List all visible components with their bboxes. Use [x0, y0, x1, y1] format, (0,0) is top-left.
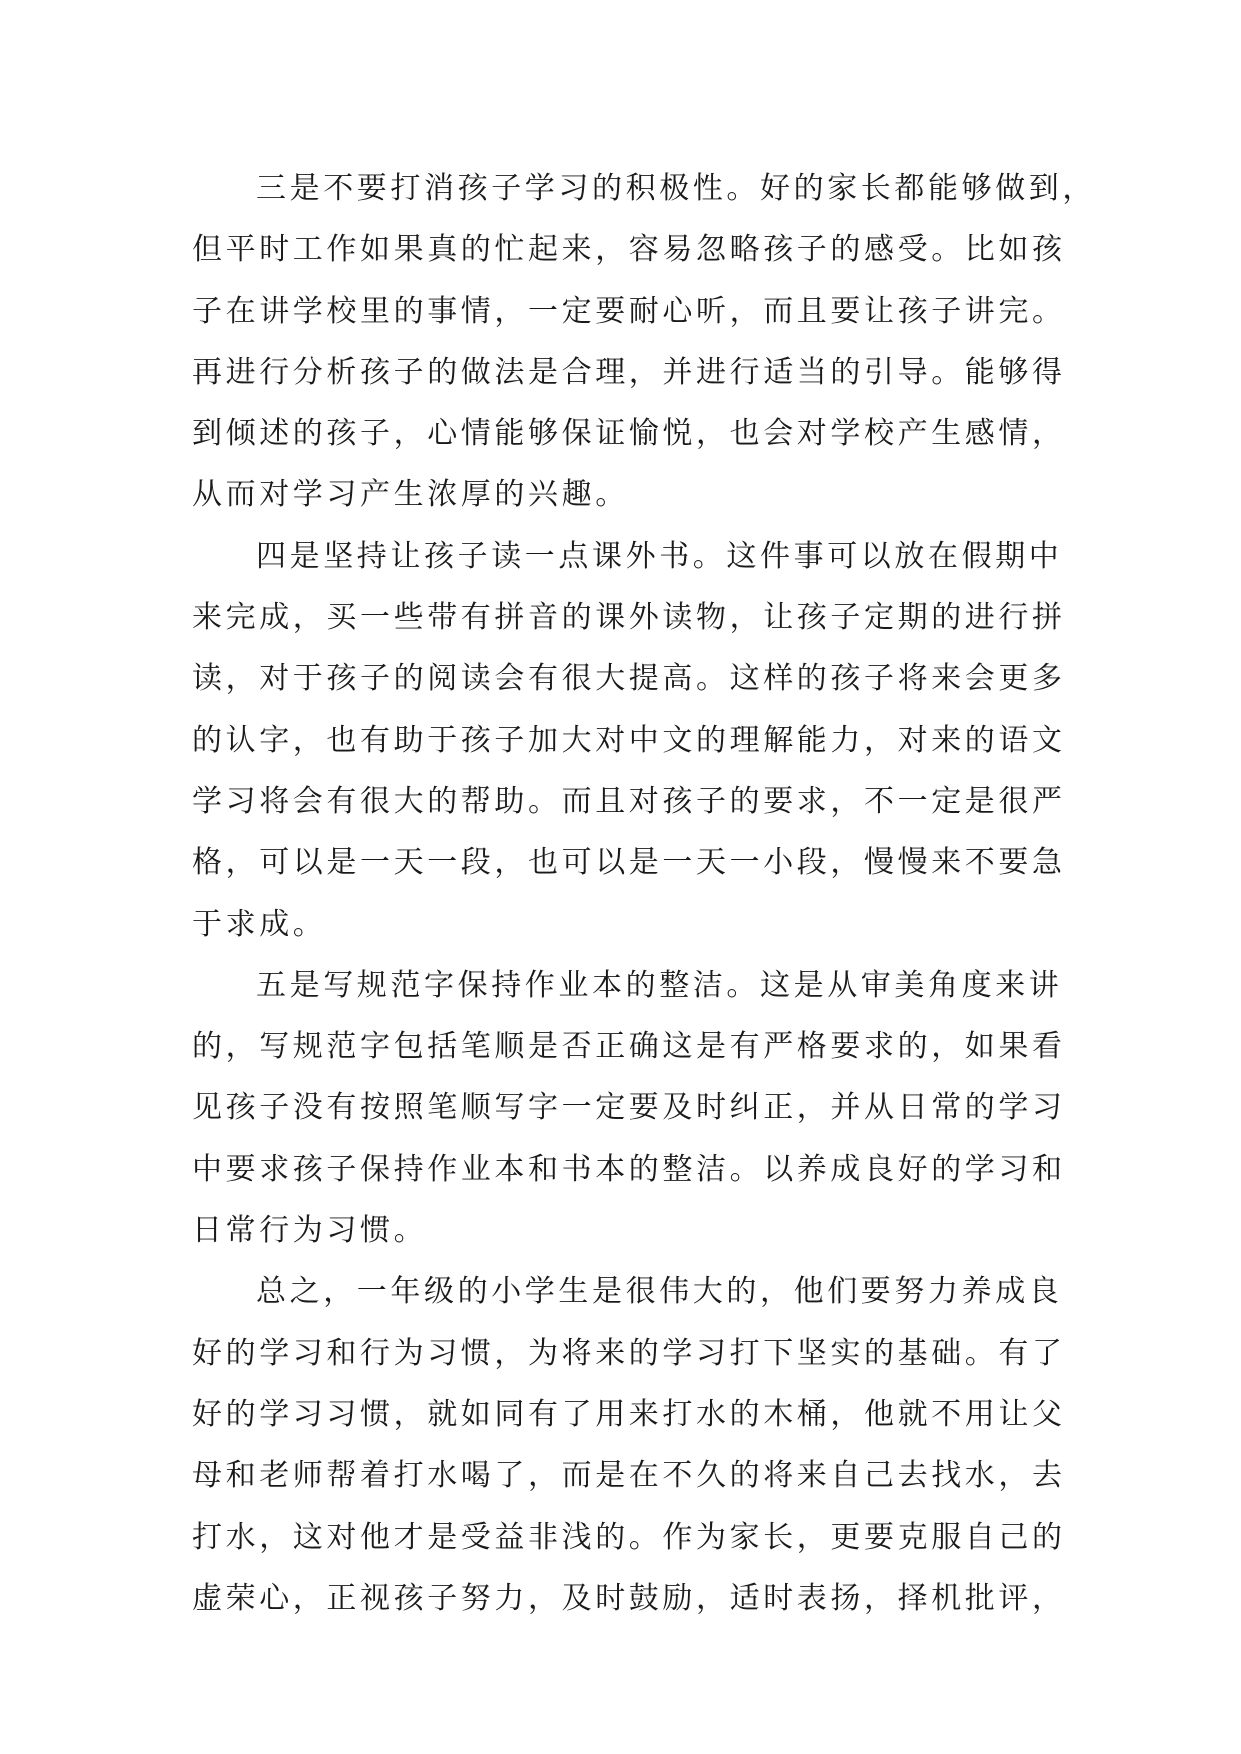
text-line: 四是坚持让孩子读一点课外书。这件事可以放在假期中: [256, 538, 1063, 574]
text-line: 但平时工作如果真的忙起来，容易忽略孩子的感受。比如孩: [192, 232, 1066, 268]
paragraph-conclusion: [192, 1261, 1092, 1629]
text-line: 见孩子没有按照笔顺写字一定要及时纠正，并从日常的学习: [192, 1090, 1066, 1126]
text-line: 的，写规范字包括笔顺是否正确这是有严格要求的，如果看: [192, 1029, 1066, 1065]
text-line: 来完成，买一些带有拼音的课外读物，让孩子定期的进行拼: [192, 600, 1066, 636]
text-line: 再进行分析孩子的做法是合理，并进行适当的引导。能够得: [192, 354, 1066, 390]
text-line: 的认字，也有助于孩子加大对中文的理解能力，对来的语文: [192, 722, 1066, 758]
text-line: 母和老师帮着打水喝了，而是在不久的将来自己去找水，去: [192, 1458, 1066, 1494]
text-line: 三是不要打消孩子学习的积极性。好的家长都能够做到，: [256, 171, 1096, 206]
text-line: 好的学习和行为习惯，为将来的学习打下坚实的基础。有了: [192, 1335, 1066, 1371]
text-line: 读，对于孩子的阅读会有很大提高。这样的孩子将来会更多: [192, 661, 1066, 697]
text-line: 中要求孩子保持作业本和书本的整洁。以养成良好的学习和: [192, 1151, 1066, 1187]
text-line: 格，可以是一天一段，也可以是一天一小段，慢慢来不要急: [192, 845, 1066, 881]
text-line: 到倾述的孩子，心情能够保证愉悦，也会对学校产生感情，: [192, 416, 1066, 452]
text-line: 日常行为习惯。: [192, 1213, 428, 1249]
text-line: 于求成。: [192, 906, 327, 942]
paragraph-encourage-learning: [192, 158, 1096, 526]
text-line: 好的学习习惯，就如同有了用来打水的木桶，他就不用让父: [192, 1396, 1066, 1432]
text-line: 学习将会有很大的帮助。而且对孩子的要求，不一定是很严: [192, 783, 1066, 819]
text-line: 从而对学习产生浓厚的兴趣。: [192, 477, 629, 513]
paragraph-extracurricular-reading: [192, 526, 1092, 955]
text-line: 虚荣心，正视孩子努力，及时鼓励，适时表扬，择机批评，: [192, 1580, 1066, 1616]
text-line: 五是写规范字保持作业本的整洁。这是从审美角度来讲: [256, 967, 1063, 1003]
body-text: [192, 158, 1096, 1629]
text-line: 子在讲学校里的事情，一定要耐心听，而且要让孩子讲完。: [192, 293, 1066, 329]
text-line: 打水，这对他才是受益非浅的。作为家长，更要克服自己的: [192, 1519, 1066, 1555]
paragraph-neat-handwriting: [192, 955, 1092, 1261]
text-line: 总之，一年级的小学生是很伟大的，他们要努力养成良: [256, 1274, 1063, 1310]
